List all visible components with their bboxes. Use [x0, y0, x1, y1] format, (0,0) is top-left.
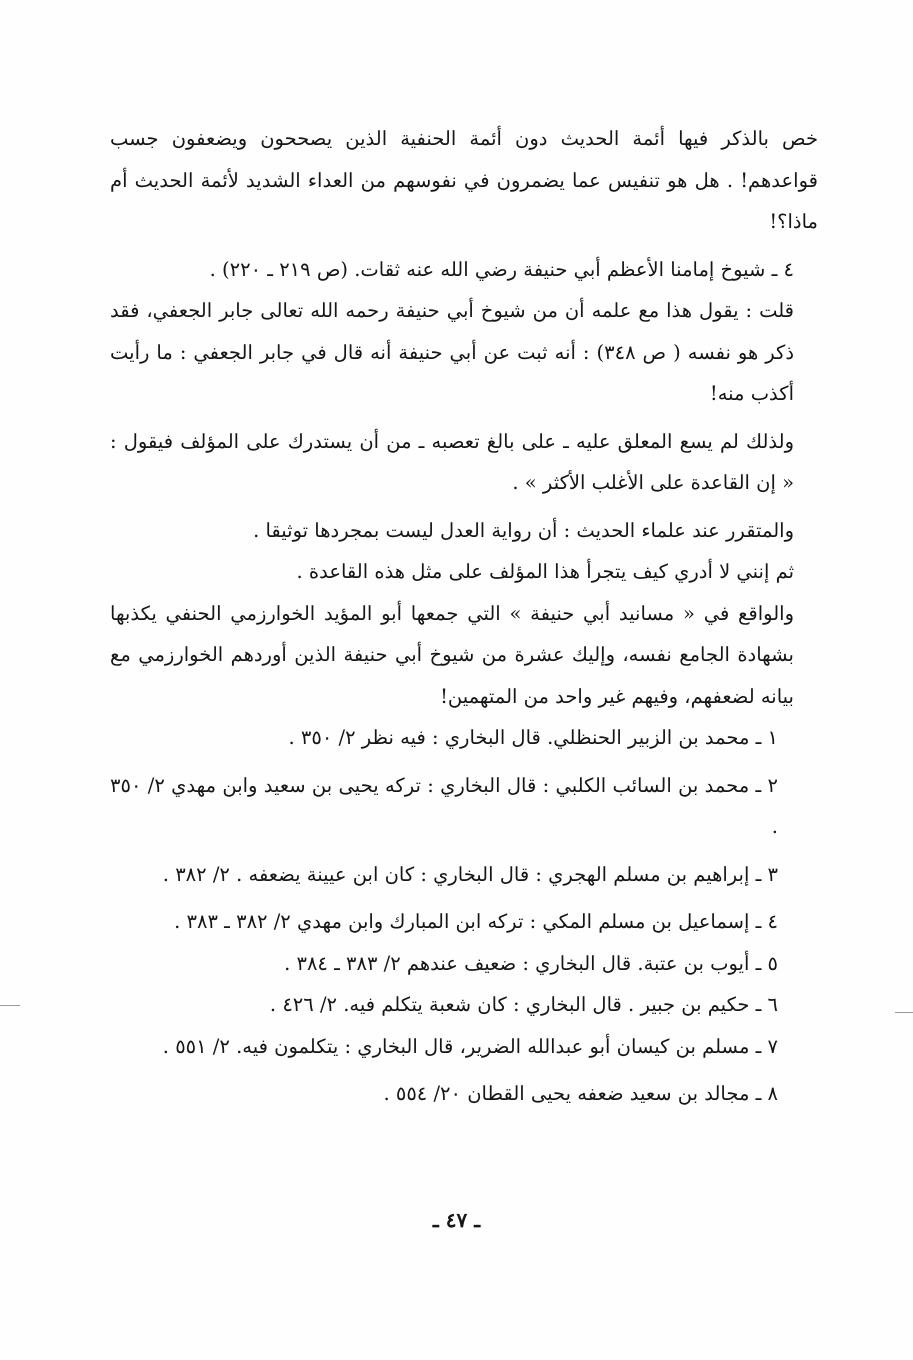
paragraph-commentator: ولذلك لم يسع المعلق عليه ـ على بالغ تعصبه ـ من أن يستدرك على المؤلف فيقول : « إن القاعدة على الأغلب الأكثر » . [110, 429, 794, 494]
list-item: ٧ ـ مسلم بن كيسان أبو عبدالله الضرير، قال البخاري : يتكلمون فيه. ٢/ ٥٥١ . [162, 1034, 778, 1058]
margin-mark-right [895, 1012, 913, 1013]
list-item: ٥ ـ أيوب بن عتبة. قال البخاري : ضعيف عندهم ٢/ ٣٨٣ ـ ٣٨٤ . [284, 951, 778, 975]
paragraph-established-rule: والمتقرر عند علماء الحديث : أن رواية العدل ليست بمجردها توثيقا . [253, 518, 794, 542]
list-item: ٤ ـ إسماعيل بن مسلم المكي : تركه ابن المبارك وابن مهدي ٢/ ٣٨٢ ـ ٣٨٣ . [174, 910, 778, 933]
list-item: ١ ـ محمد بن الزبير الحنظلي. قال البخاري : فيه نظر ٢/ ٣٥٠ . [288, 726, 778, 749]
page-number: ـ ٤٧ ـ [432, 1208, 481, 1232]
paragraph-point-4: ٤ ـ شيوخ إمامنا الأعظم أبي حنيفة رضي الله عنه ثقات. (ص ٢١٩ ـ ٢٢٠) . [209, 257, 794, 281]
paragraph-wonder: ثم إنني لا أدري كيف يتجرأ هذا المؤلف على مثل هذه القاعدة . [296, 560, 794, 583]
list-item: ٨ ـ مجالد بن سعيد ضعفه يحيى القطان ٢٠/ ٥٥٤ . [383, 1082, 778, 1105]
paragraph-intro: خص بالذكر فيها أئمة الحديث دون أئمة الحنفية الذين يصححون ويضعفون جسب قواعدهم! . هل هو تنفيس عما يضمرون في نفوسهم من العداء الشديد لأئمة الحديث أم ماذا؟! [110, 127, 818, 233]
margin-mark-left [0, 1005, 20, 1006]
list-item: ٢ ـ محمد بن السائب الكلبي : قال البخاري : تركه يحيى بن سعيد وابن مهدي ٢/ ٣٥٠ . [110, 773, 778, 838]
list-item: ٦ ـ حكيم بن جبير . قال البخاري : كان شعبة يتكلم فيه. ٢/ ٤٢٦ . [269, 993, 778, 1016]
paragraph-response: قلت : يقول هذا مع علمه أن من شيوخ أبي حنيفة رحمه الله تعالى جابر الجعفي، فقد ذكر هو نفسه ( ص ٣٤٨) : أنه ثبت عن أبي حنيفة أنه قال في جابر الجعفي : ما رأيت أكذب منه! [110, 299, 795, 405]
paragraph-musanid: والواقع في « مسانيد أبي حنيفة » التي جمعها أبو المؤيد الخوارزمي الحنفي يكذبها بشهادة الجامع نفسه، وإليك عشرة من شيوخ أبي حنيفة الذين أوردهم الخوارزمي مع بيانه لضعفهم، وفيهم غير واحد من المتهمين! [110, 601, 794, 708]
body-text [110, 118, 818, 1115]
list-item: ٣ ـ إبراهيم بن مسلم الهجري : قال البخاري : كان ابن عيينة يضعفه . ٢/ ٣٨٢ . [162, 862, 778, 886]
